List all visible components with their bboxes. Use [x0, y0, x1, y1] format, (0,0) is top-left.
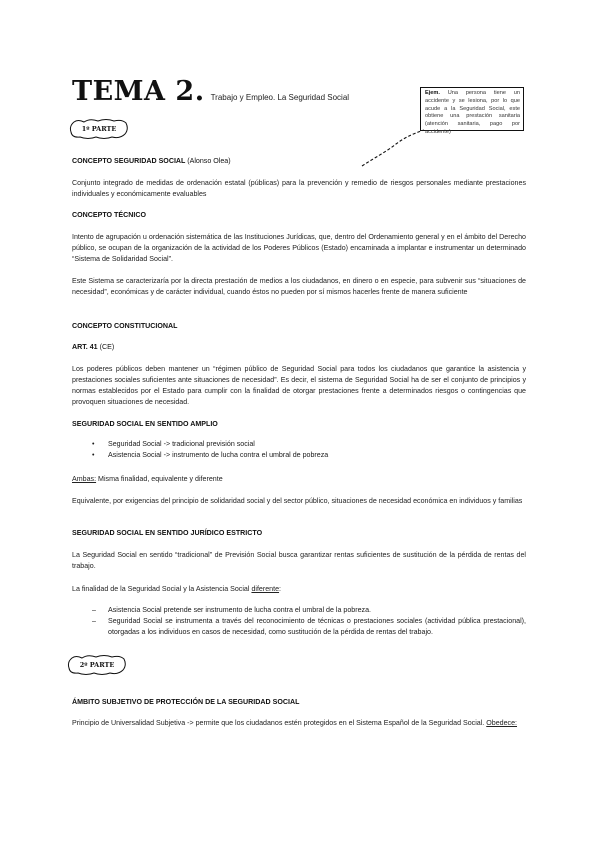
equivalente-text: Equivalente, por exigencias del principio de solidaridad social y del sector público, situaciones de necesidad económica en individuos y familias — [72, 497, 523, 505]
callout-text: Una persona tiene un accidente y se lesiona, por lo que acude a la Seguridad Social, este obtiene una prestación sanitaria (atención sanitaria, pago por accidente) — [425, 90, 520, 135]
list-item: – Asistencia Social pretende ser instrumento de lucha contra el umbral de la pobreza. — [92, 605, 526, 616]
art-41-heading: ART. 41 (CE) — [72, 343, 115, 351]
list-item: • Asistencia Social -> instrumento de lucha contra el umbral de pobreza — [92, 450, 526, 461]
badge-first-part: 1º PARTE — [68, 118, 130, 140]
heading-amplio: SEGURIDAD SOCIAL EN SENTIDO AMPLIO — [72, 420, 218, 428]
estricto-p1: La Seguridad Social en sentido “tradicional” de Previsión Social busca garantizar rentas suficientes de sustitución de la pérdida de rentas del trabajo. — [72, 551, 526, 570]
estricto-p2: La finalidad de la Seguridad Social y la Asistencia Social diferente: — [72, 585, 282, 593]
concepto-ss-text: Conjunto integrado de medidas de ordenación estatal (públicas) para la prevención y remedio de riesgos personales mediante prestaciones individuales y económicamente evaluables — [72, 179, 526, 198]
ambas-text: Ambas: Misma finalidad, equivalente y diferente — [72, 475, 223, 483]
list-item: • Seguridad Social -> tradicional previsión social — [92, 439, 526, 450]
list-item: – Seguridad Social se instrumenta a través del reconocimiento de técnicas o prestaciones sociales (actividad pública prestacional), otorgadas a los individuos en casos de necesidad, como sustitución de la pérdida de rentas del trabajo. — [92, 616, 526, 638]
badge-second-part: 2º PARTE — [66, 654, 128, 676]
page-subtitle: Trabajo y Empleo. La Seguridad Social — [210, 93, 350, 102]
heading-subjetivo: ÁMBITO SUBJETIVO DE PROTECCIÓN DE LA SEGURIDAD SOCIAL — [72, 698, 300, 706]
callout-label: Ejem. — [425, 90, 440, 96]
example-callout — [420, 87, 524, 135]
heading-constitucional: CONCEPTO CONSTITUCIONAL — [72, 322, 178, 330]
estricto-list — [92, 605, 526, 638]
tecnico-p2: Este Sistema se caracterizaría por la directa prestación de medios a los ciudadanos, en dinero o en especie, para subvenir sus “situaciones de necesidad”, económicas y de carácter individual, cuando éstos no pueden por sí mismos hacerles frente de manera suficiente — [72, 277, 526, 296]
amplio-list — [92, 439, 526, 461]
callout-connector-icon — [360, 128, 430, 170]
heading-concepto-ss: CONCEPTO SEGURIDAD SOCIAL (Alonso Olea) — [72, 157, 231, 165]
title-block — [72, 76, 349, 107]
subjetivo-text: Principio de Universalidad Subjetiva -> permite que los ciudadanos estén protegidos en el Sistema Español de la Seguridad Social. Obedece: — [72, 719, 518, 727]
heading-estricto: SEGURIDAD SOCIAL EN SENTIDO JURÍDICO ESTRICTO — [72, 529, 263, 537]
heading-tecnico: CONCEPTO TÉCNICO — [72, 211, 146, 219]
page-title: TEMA 2. — [72, 76, 205, 107]
constitucional-text: Los poderes públicos deben mantener un “régimen público de Seguridad Social para todos los ciudadanos que garantice la asistencia y prestaciones sociales suficientes ante situaciones de necesidad”. Es decir, el sistema de Seguridad Social ha de ser el conjunto de principios y normas establecidos por el Estado para cumplir con la finalidad de otorgar prestaciones frente a determinados riesgos o contingencias que provoquen situaciones de necesidad. — [72, 365, 526, 406]
tecnico-p1: Intento de agrupación u ordenación sistemática de las Instituciones Jurídicas, que, dentro del Ordenamiento general y en el ámbito del Derecho público, se ocupan de la organización de la actividad de los Poderes Públicos (Estado) encaminada a implantar e instrumentar un determinado “Sistema de Solidaridad Social”. — [72, 233, 526, 263]
